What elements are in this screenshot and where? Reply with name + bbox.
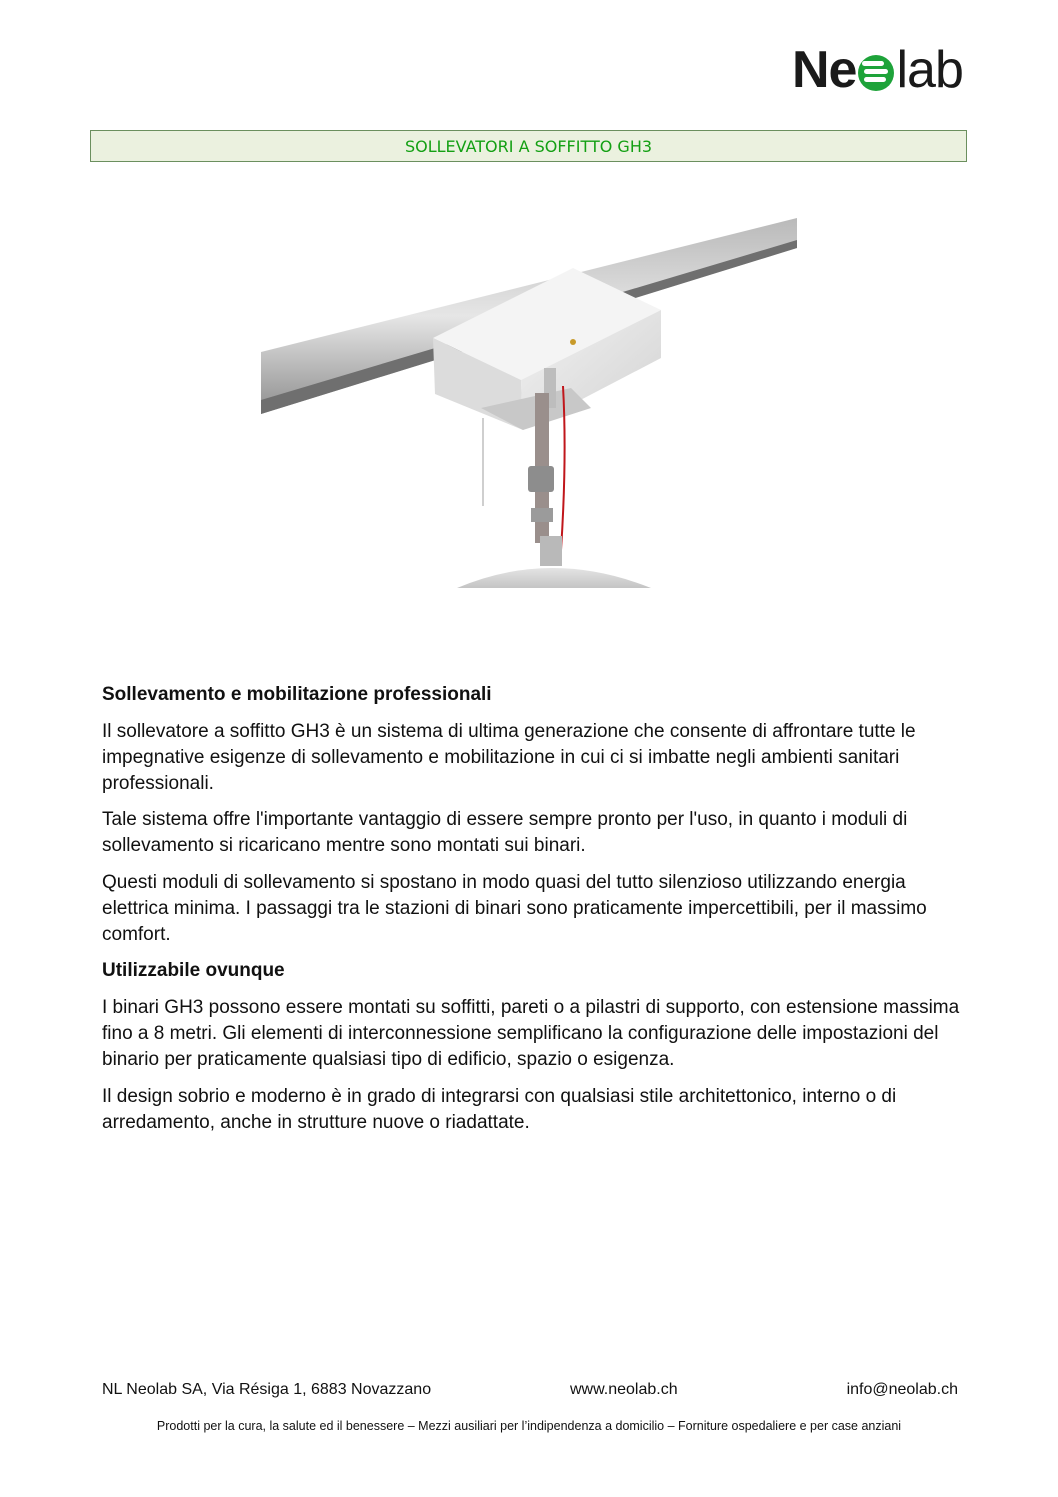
logo-text-lab: lab (896, 41, 963, 99)
footer-email-link[interactable]: info@neolab.ch (846, 1381, 958, 1398)
footer-website-link[interactable]: www.neolab.ch (570, 1381, 678, 1398)
footer-address: NL Neolab SA, Via Résiga 1, 6883 Novazzano (102, 1381, 432, 1398)
neolab-hand-icon (856, 49, 896, 93)
paragraph: Il design sobrio e moderno è in grado di integrarsi con qualsiasi stile architettonico, interno o di arredamento, anche in strutture nuove o riadattate. (102, 1085, 897, 1133)
paragraph: Questi moduli di sollevamento si spostano in modo quasi del tutto silenzioso utilizzando energia elettrica minima. I passaggi tra le stazioni di binari sono praticamente impercettibili, per il massimo comfort. (102, 871, 927, 945)
document-body (102, 682, 962, 1146)
paragraph: Il sollevatore a soffitto GH3 è un sistema di ultima generazione che consente di affrontare tutte le impegnative esigenze di sollevamento e mobilitazione in cui ci si imbatte negli ambienti sanitari professionali. (102, 721, 916, 794)
document-title: SOLLEVATORI A SOFFITTO GH3 (404, 136, 653, 156)
paragraph: Tale sistema offre l'importante vantaggio di essere sempre pronto per l'uso, in quanto i moduli di sollevamento si ricaricano mentre sono montati sui binari. (102, 809, 908, 857)
neolab-logo (792, 40, 1012, 100)
ceiling-lift-photo (261, 218, 797, 588)
footer-tagline: Prodotti per la cura, la salute ed il benessere – Mezzi ausiliari per l’indipendenza a domicilio – Forniture ospedaliere e per case anziani (156, 1419, 902, 1433)
document-title-box (90, 130, 967, 162)
section-heading: Utilizzabile ovunque (102, 960, 285, 982)
paragraph: I binari GH3 possono essere montati su soffitti, pareti o a pilastri di supporto, con estensione massima fino a 8 metri. Gli elementi di interconnessione semplificano la configurazione delle impostazioni del binario per praticamente qualsiasi tipo di edificio, spazio o esigenza. (102, 997, 960, 1070)
logo-text-ne: Ne (792, 41, 857, 99)
section-heading: Sollevamento e mobilitazione professionali (102, 684, 492, 705)
